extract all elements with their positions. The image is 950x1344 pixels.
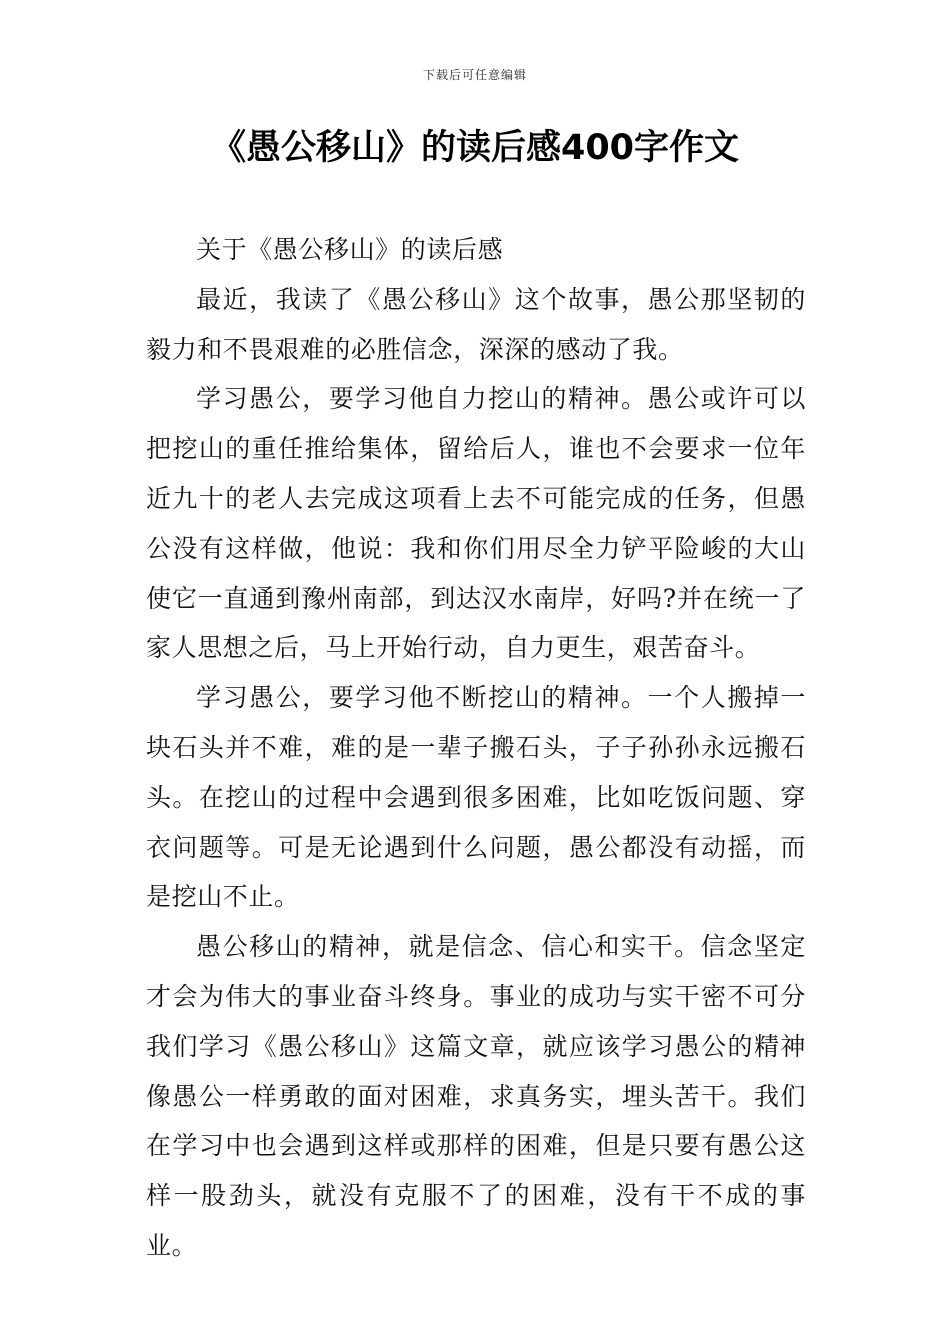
paragraph: 最近，我读了《愚公移山》这个故事，愚公那坚韧的毅力和不畏艰难的必胜信念，深深的感动了我。 <box>146 284 806 364</box>
header-note: 下载后可任意编辑 <box>422 68 527 82</box>
paragraph-subtitle: 关于《愚公移山》的读后感 <box>196 235 504 264</box>
document-title: 《愚公移山》的读后感400字作文 <box>210 128 740 168</box>
paragraph: 学习愚公，要学习他自力挖山的精神。愚公或许可以把挖山的重任推给集体，留给后人，谁也不会要求一位年近九十的老人去完成这项看上去不可能完成的任务，但愚公没有这样做，他说：我和你们用尽全力铲平险峻的大山使它一直通到豫州南部，到达汉水南岸，好吗?并在统一了家人思想之后，马上开始行动，自力更生，艰苦奋斗。 <box>146 384 806 663</box>
document-body <box>146 225 806 1271</box>
paragraph: 愚公移山的精神，就是信念、信心和实干。信念坚定才会为伟大的事业奋斗终身。事业的成功与实干密不可分我们学习《愚公移山》这篇文章，就应该学习愚公的精神像愚公一样勇敢的面对困难，求真务实，埋头苦干。我们在学习中也会遇到这样或那样的困难，但是只要有愚公这样一股劲头，就没有克服不了的困难，没有干不成的事业。 <box>146 932 806 1260</box>
paragraph: 学习愚公，要学习他不断挖山的精神。一个人搬掉一块石头并不难，难的是一辈子搬石头，子子孙孙永远搬石头。在挖山的过程中会遇到很多困难，比如吃饭问题、穿衣问题等。可是无论遇到什么问题，愚公都没有动摇，而是挖山不止。 <box>146 683 806 912</box>
